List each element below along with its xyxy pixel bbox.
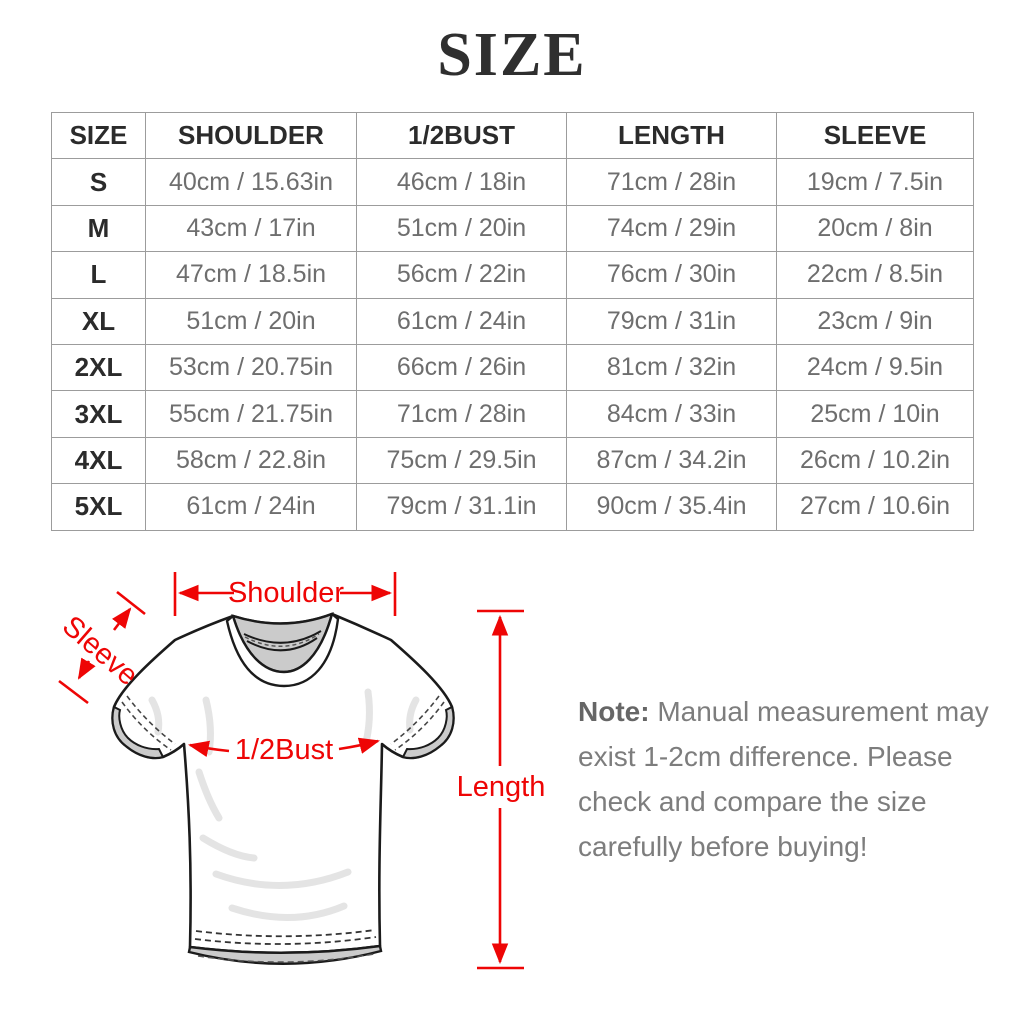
measurement-cell: 81cm / 32in bbox=[567, 344, 777, 390]
table-row-l bbox=[52, 252, 974, 298]
measurement-cell: 26cm / 10.2in bbox=[777, 437, 974, 483]
measurement-cell: 23cm / 9in bbox=[777, 298, 974, 344]
measurement-cell: 79cm / 31in bbox=[567, 298, 777, 344]
measurement-cell: 51cm / 20in bbox=[357, 205, 567, 251]
page-title: SIZE bbox=[437, 21, 587, 89]
header-cell-shoulder: SHOULDER bbox=[146, 113, 357, 159]
size-cell: XL bbox=[52, 298, 146, 344]
header-cell-sleeve: SLEEVE bbox=[777, 113, 974, 159]
size-cell: L bbox=[52, 252, 146, 298]
header-row bbox=[52, 113, 974, 159]
sleeve-label: Sleeve bbox=[56, 609, 144, 693]
size-table-head bbox=[52, 113, 974, 159]
length-label: Length bbox=[456, 771, 546, 803]
table-row-3xl bbox=[52, 391, 974, 437]
measurement-cell: 87cm / 34.2in bbox=[567, 437, 777, 483]
sleeve-arrow-down bbox=[79, 661, 89, 678]
bust-label: 1/2Bust bbox=[234, 734, 334, 766]
measurement-cell: 47cm / 18.5in bbox=[146, 252, 357, 298]
tshirt-measurement-diagram bbox=[0, 560, 560, 1024]
measurement-cell: 90cm / 35.4in bbox=[567, 484, 777, 530]
measurement-cell: 71cm / 28in bbox=[357, 391, 567, 437]
measurement-cell: 43cm / 17in bbox=[146, 205, 357, 251]
measurement-cell: 22cm / 8.5in bbox=[777, 252, 974, 298]
measurement-cell: 20cm / 8in bbox=[777, 205, 974, 251]
table-row-m bbox=[52, 205, 974, 251]
size-table bbox=[51, 112, 974, 531]
note-line bbox=[578, 689, 998, 734]
measurement-cell: 55cm / 21.75in bbox=[146, 391, 357, 437]
measurement-cell: 27cm / 10.6in bbox=[777, 484, 974, 530]
measurement-cell: 19cm / 7.5in bbox=[777, 159, 974, 205]
measurement-cell: 56cm / 22in bbox=[357, 252, 567, 298]
size-cell: S bbox=[52, 159, 146, 205]
size-cell: 4XL bbox=[52, 437, 146, 483]
measurement-cell: 53cm / 20.75in bbox=[146, 344, 357, 390]
measurement-cell: 58cm / 22.8in bbox=[146, 437, 357, 483]
note-text: Manual measurement may bbox=[657, 696, 989, 727]
sleeve-arrow-up bbox=[114, 609, 130, 630]
table-row-s bbox=[52, 159, 974, 205]
size-cell: 5XL bbox=[52, 484, 146, 530]
tshirt-illustration bbox=[113, 614, 454, 964]
measurement-cell: 66cm / 26in bbox=[357, 344, 567, 390]
table-row-4xl bbox=[52, 437, 974, 483]
measurement-cell: 46cm / 18in bbox=[357, 159, 567, 205]
measurement-cell: 51cm / 20in bbox=[146, 298, 357, 344]
table-row-5xl bbox=[52, 484, 974, 530]
header-cell-1-2bust: 1/2BUST bbox=[357, 113, 567, 159]
note-line: exist 1-2cm difference. Please bbox=[578, 741, 953, 772]
shoulder-label: Shoulder bbox=[227, 577, 345, 609]
sleeve-tick-bottom bbox=[59, 681, 88, 703]
table-row-2xl bbox=[52, 344, 974, 390]
measurement-cell: 40cm / 15.63in bbox=[146, 159, 357, 205]
measurement-cell: 71cm / 28in bbox=[567, 159, 777, 205]
note-label: Note: bbox=[578, 696, 650, 727]
size-cell: 2XL bbox=[52, 344, 146, 390]
header-cell-length: LENGTH bbox=[567, 113, 777, 159]
note-line: check and compare the size bbox=[578, 786, 927, 817]
measurement-cell: 79cm / 31.1in bbox=[357, 484, 567, 530]
size-table-body bbox=[52, 159, 974, 530]
measurement-cell: 24cm / 9.5in bbox=[777, 344, 974, 390]
measurement-cell: 76cm / 30in bbox=[567, 252, 777, 298]
note-line: carefully before buying! bbox=[578, 831, 868, 862]
sleeve-tick-top bbox=[117, 592, 145, 614]
measurement-cell: 61cm / 24in bbox=[357, 298, 567, 344]
measurement-note bbox=[578, 689, 998, 869]
size-cell: M bbox=[52, 205, 146, 251]
measurement-cell: 25cm / 10in bbox=[777, 391, 974, 437]
header-cell-size: SIZE bbox=[52, 113, 146, 159]
measurement-cell: 61cm / 24in bbox=[146, 484, 357, 530]
size-cell: 3XL bbox=[52, 391, 146, 437]
measurement-cell: 74cm / 29in bbox=[567, 205, 777, 251]
table-row-xl bbox=[52, 298, 974, 344]
measurement-cell: 75cm / 29.5in bbox=[357, 437, 567, 483]
measurement-cell: 84cm / 33in bbox=[567, 391, 777, 437]
